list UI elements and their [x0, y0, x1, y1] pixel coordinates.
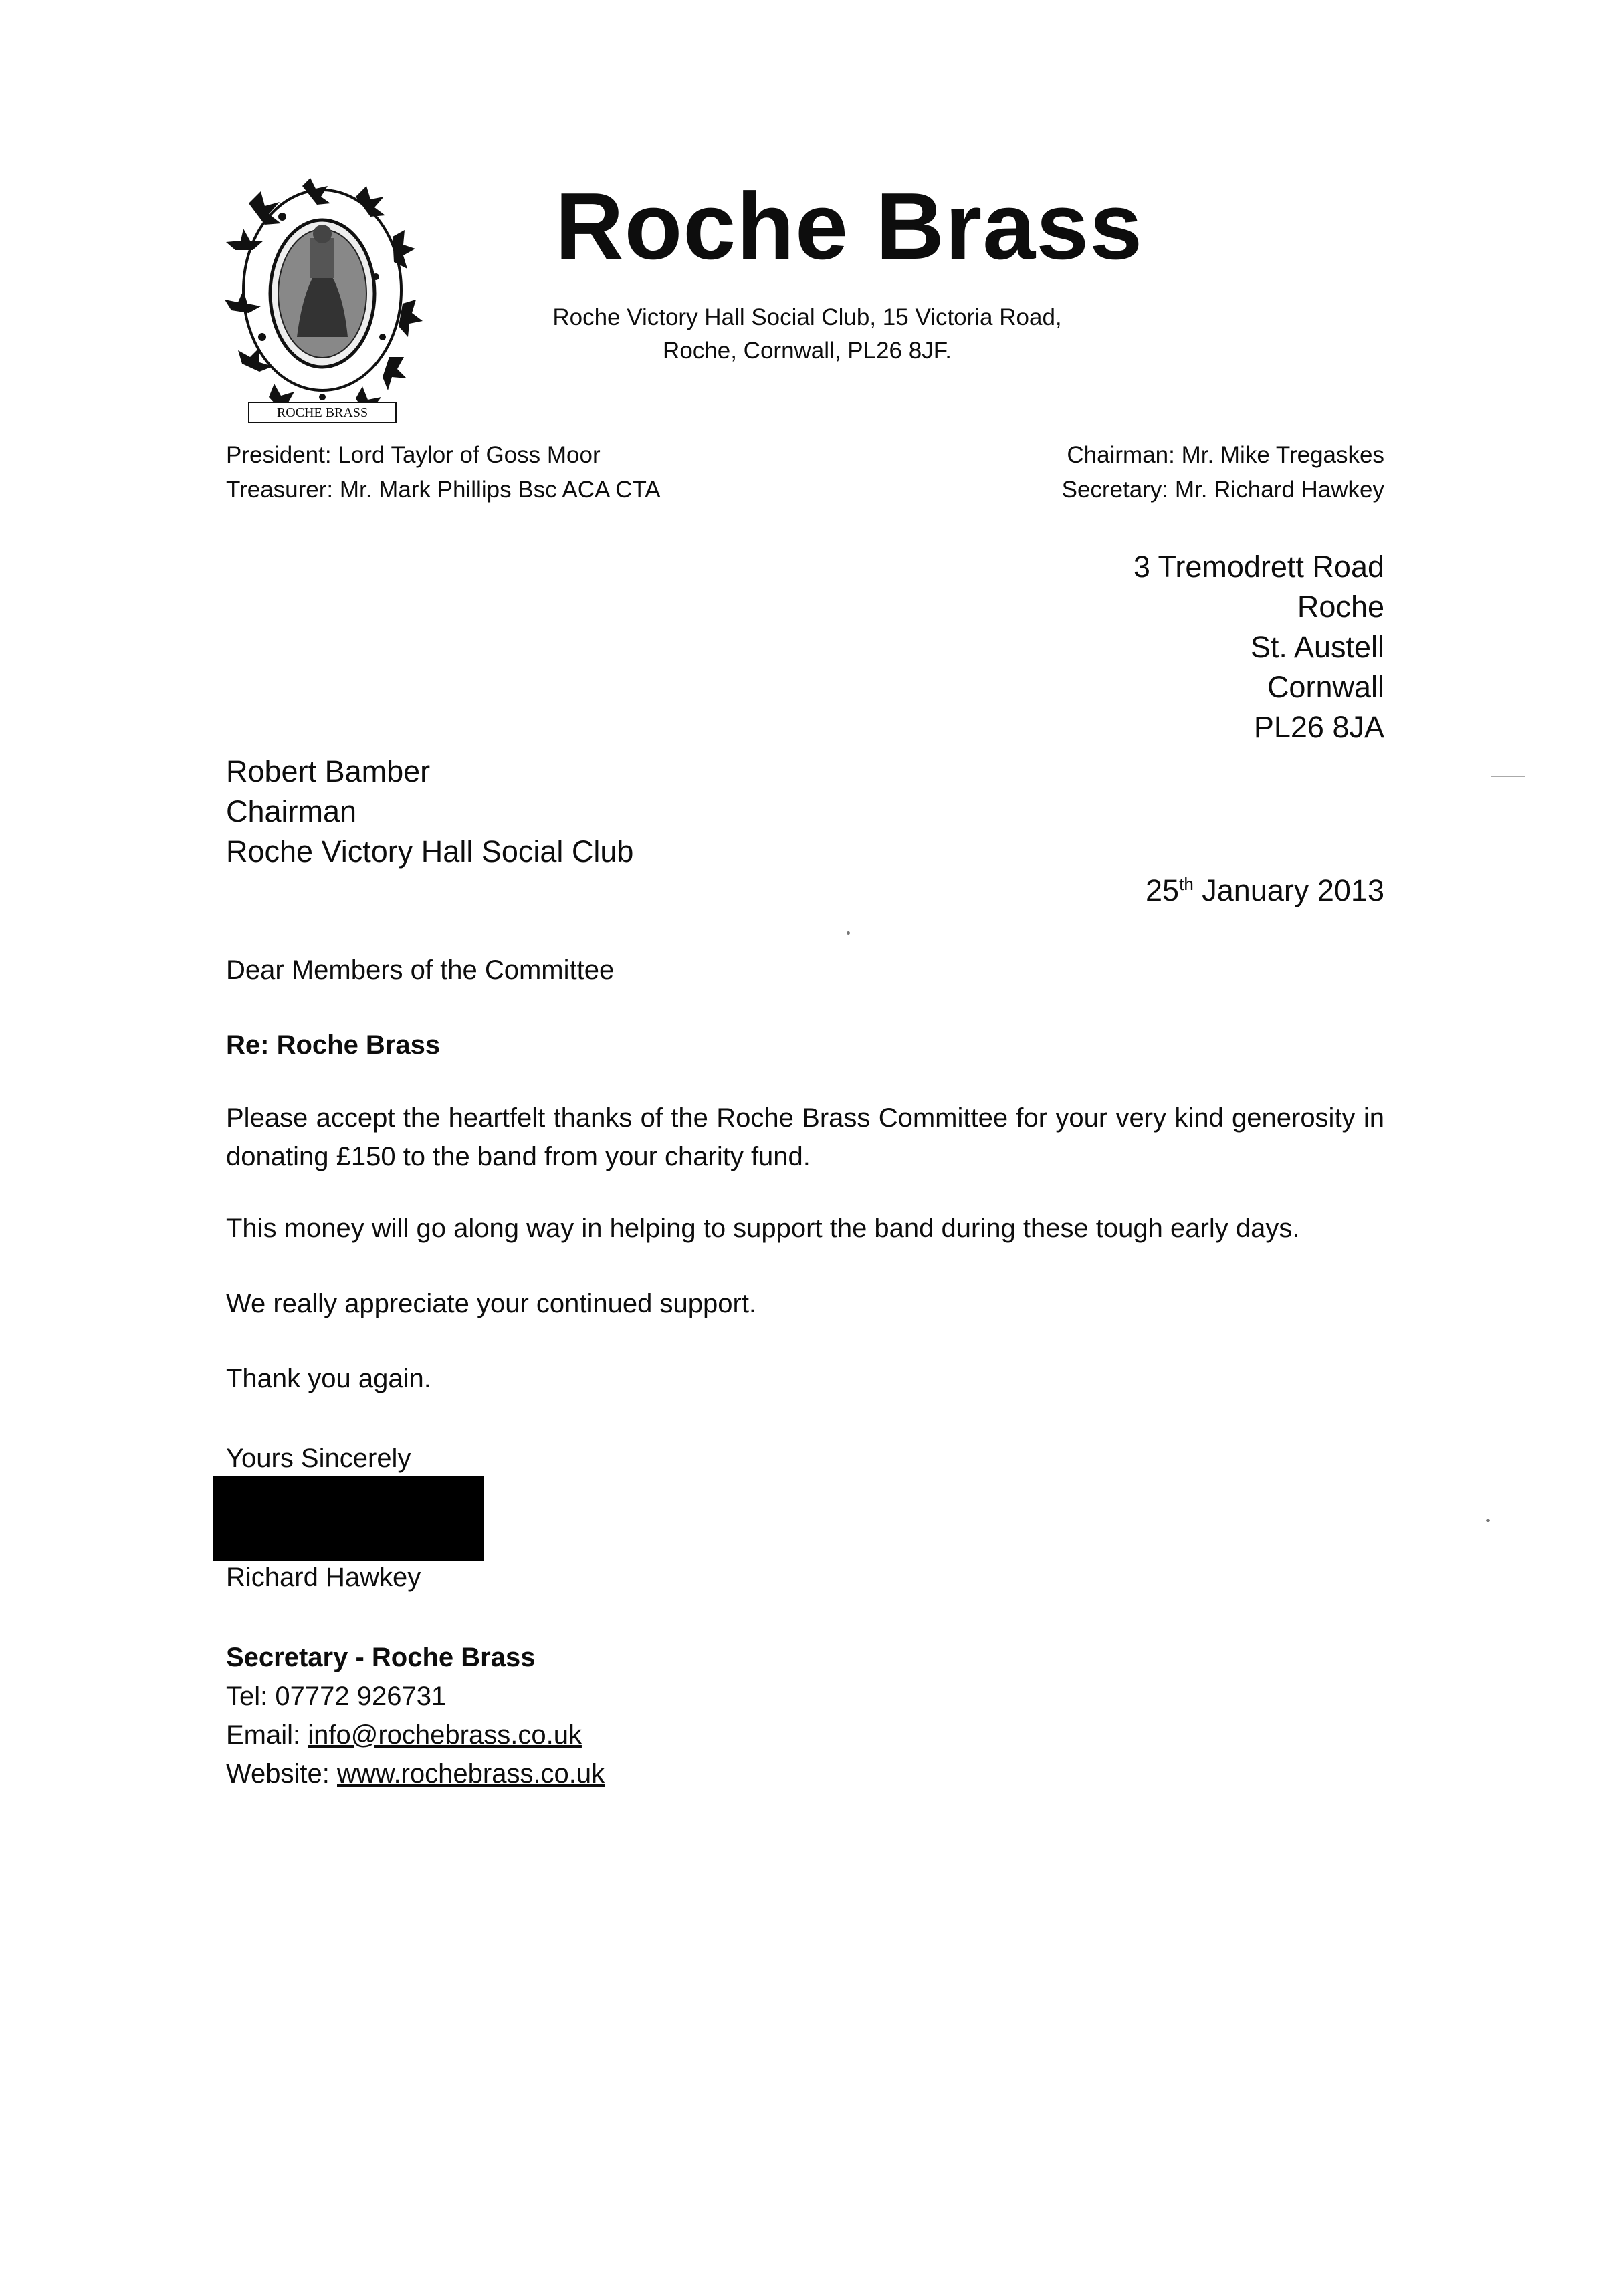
letter-date [936, 871, 1384, 911]
contact-tel: Tel: 07772 926731 [226, 1682, 447, 1711]
sender-address-line: PL26 8JA [1253, 710, 1384, 744]
redacted-signature [213, 1476, 484, 1561]
closing: Yours Sincerely [226, 1444, 411, 1473]
body-paragraph: Thank you again. [226, 1364, 431, 1393]
signatory-name: Richard Hawkey [226, 1563, 421, 1592]
secretary-line: Secretary: Mr. Richard Hawkey [1061, 477, 1384, 503]
letterhead-title: Roche Brass [555, 173, 1144, 279]
contact-website-row [226, 1754, 605, 1793]
sender-address-line: Roche [1297, 590, 1384, 624]
chairman-line: Chairman: Mr. Mike Tregaskes [1067, 442, 1384, 468]
website-link[interactable]: www.rochebrass.co.uk [337, 1759, 605, 1789]
contact-block [226, 1638, 605, 1793]
letterhead-address [533, 301, 1081, 368]
signatory-role: Secretary - Roche Brass [226, 1643, 536, 1672]
scan-speck [1491, 776, 1525, 777]
letterhead-address-line: Roche Victory Hall Social Club, 15 Victoria Road, [552, 304, 1062, 330]
email-link[interactable]: info@rochebrass.co.uk [308, 1720, 582, 1750]
sender-address-line: St. Austell [1250, 630, 1384, 664]
body-paragraph: This money will go along way in helping to support the band during these tough early days. [226, 1214, 1300, 1243]
scan-speck [1486, 1519, 1490, 1522]
date-day: 25 [1146, 873, 1180, 907]
date-suffix: th [1179, 874, 1194, 894]
email-label: Email: [226, 1720, 308, 1750]
subject-line: Re: Roche Brass [226, 1030, 441, 1060]
sender-address [936, 547, 1384, 748]
salutation: Dear Members of the Committee [226, 955, 615, 985]
roche-brass-logo [222, 177, 423, 431]
officers-left [226, 438, 661, 507]
president-line: President: Lord Taylor of Goss Moor [226, 442, 601, 468]
treasurer-line: Treasurer: Mr. Mark Phillips Bsc ACA CTA [226, 477, 661, 503]
body-paragraph: We really appreciate your continued support. [226, 1289, 757, 1318]
body-paragraph: Please accept the heartfelt thanks of the Roche Brass Committee for your very kind generosity in donating £150 to the band from your charity fund. [226, 1103, 1384, 1171]
letterhead-address-line: Roche, Cornwall, PL26 8JF. [663, 338, 952, 364]
logo-emblem-icon [222, 177, 423, 431]
date-month-year: January 2013 [1193, 873, 1384, 907]
sender-address-line: Cornwall [1267, 670, 1384, 704]
officers-right [896, 438, 1384, 507]
recipient-address [226, 752, 633, 872]
recipient-line: Chairman [226, 794, 357, 828]
scan-speck [847, 931, 850, 935]
recipient-line: Robert Bamber [226, 754, 431, 788]
contact-email-row [226, 1716, 605, 1754]
logo-banner-text: ROCHE BRASS [276, 405, 368, 420]
sender-address-line: 3 Tremodrett Road [1133, 550, 1384, 584]
recipient-line: Roche Victory Hall Social Club [226, 834, 634, 869]
website-label: Website: [226, 1759, 337, 1789]
